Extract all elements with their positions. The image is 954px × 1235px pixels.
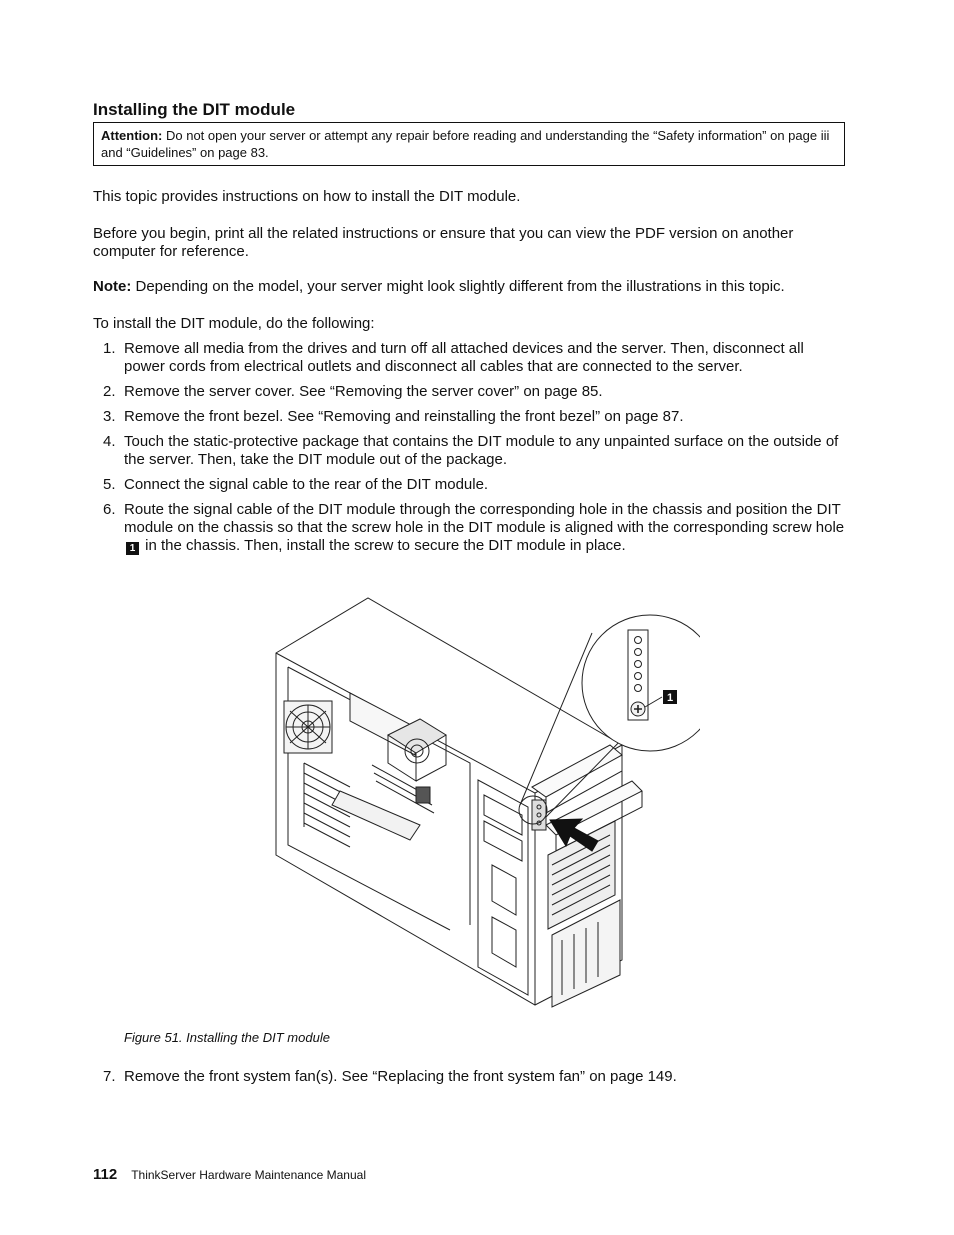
list-item: 5. Connect the signal cable to the rear of the DIT module. <box>103 476 489 493</box>
page-footer <box>93 1166 366 1184</box>
attention-label: Attention: <box>101 128 163 143</box>
list-item: 1. Remove all media from the drives and turn off all attached devices and the server. Then, disconnect all power cords from electrical outlets and disconnect all cables that are connected to the server. <box>103 340 804 375</box>
manual-title: ThinkServer Hardware Maintenance Manual <box>131 1168 366 1182</box>
steps-list <box>93 340 848 562</box>
steps-lead: To install the DIT module, do the following: <box>93 315 375 332</box>
attention-text: Do not open your server or attempt any repair before reading and understanding the “Safety information” on page iii and “Guidelines” on page 83. <box>101 128 830 160</box>
intro-paragraph: This topic provides instructions on how to install the DIT module. <box>93 188 521 205</box>
server-illustration <box>270 595 700 1015</box>
figure-callout: 1 <box>666 692 674 704</box>
list-item: 3. Remove the front bezel. See “Removing and reinstalling the front bezel” on page 87. <box>103 408 684 425</box>
front-grille <box>548 821 620 1007</box>
figure-caption: Figure 51. Installing the DIT module <box>124 1030 330 1045</box>
list-item: 7. Remove the front system fan(s). See “Replacing the front system fan” on page 149. <box>103 1068 677 1085</box>
note-text: Depending on the model, your server might look slightly different from the illustrations in this topic. <box>131 278 785 295</box>
page-number: 112 <box>93 1166 118 1183</box>
dit-module <box>519 796 547 830</box>
drive-cage <box>478 780 528 995</box>
before-paragraph: Before you begin, print all the related instructions or ensure that you can view the PDF version on another computer for reference. <box>93 225 794 260</box>
attention-box <box>93 122 845 166</box>
rear-fan-icon <box>284 701 332 753</box>
list-item: 6. Route the signal cable of the DIT module through the corresponding hole in the chassis and position the DIT module on the chassis so that the screw hole in the DIT module is aligned with the corresponding screw hole 1 in the chassis. Then, install the screw to secure the DIT module in place. <box>103 501 845 554</box>
list-item: 2. Remove the server cover. See “Removing the server cover” on page 85. <box>103 383 603 400</box>
page-title: Installing the DIT module <box>93 100 296 119</box>
note-label: Note: <box>93 278 132 295</box>
note-paragraph <box>93 278 848 296</box>
list-item: 4. Touch the static-protective package that contains the DIT module to any unpainted surface on the outside of the server. Then, take the DIT module out of the package. <box>103 433 839 468</box>
callout-badge: 1 <box>126 542 139 555</box>
pci-slots <box>304 763 420 847</box>
